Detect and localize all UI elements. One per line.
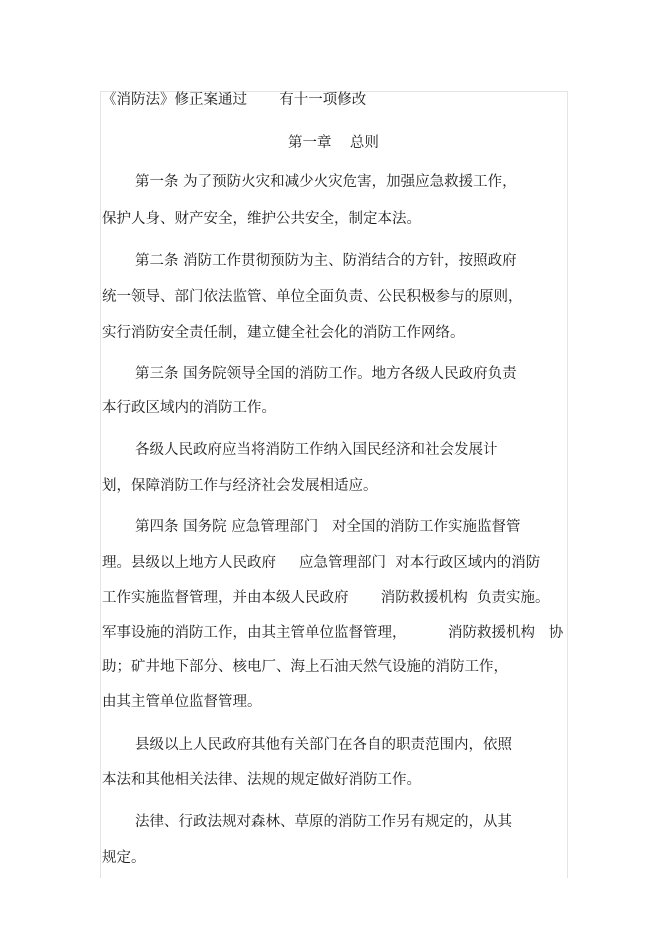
body-line: 工作实施监督管理，并由本级人民政府 消防救援机构 负责实施。	[102, 590, 550, 606]
body-line: 统一领导、部门依法监管、单位全面负责、公民积极参与的原则，	[102, 289, 523, 305]
body-line: 划，保障消防工作与经济社会发展相适应。	[102, 478, 378, 494]
body-line: 军事设施的消防工作，由其主管单位监督管理， 消防救援机构 协	[102, 625, 564, 641]
chapter-heading: 第一章 总则	[288, 135, 379, 151]
body-line: 第一条 为了预防火灾和减少火灾危害，加强应急救援工作，	[135, 174, 517, 190]
body-line: 本法和其他相关法律、法规的规定做好消防工作。	[102, 772, 421, 788]
body-line: 本行政区域内的消防工作。	[102, 400, 276, 416]
body-line: 各级人民政府应当将消防工作纳入国民经济和社会发展计	[135, 442, 498, 458]
body-line: 理。县级以上地方人民政府 应急管理部门 对本行政区域内的消防	[102, 555, 541, 571]
body-line: 第三条 国务院领导全国的消防工作。地方各级人民政府负责	[135, 366, 517, 382]
body-line: 助；矿井地下部分、核电厂、海上石油天然气设施的消防工作，	[102, 659, 508, 675]
body-line: 第四条 国务院 应急管理部门 对全国的消防工作实施监督管	[135, 519, 521, 535]
body-line: 实行消防安全责任制，建立健全社会化的消防工作网络。	[102, 325, 465, 341]
body-line: 法律、行政法规对森林、草原的消防工作另有规定的，从其	[135, 814, 512, 830]
body-line: 县级以上人民政府其他有关部门在各自的职责范围内，依照	[135, 737, 512, 753]
body-line: 保护人身、财产安全，维护公共安全，制定本法。	[102, 211, 421, 227]
document-title: 《消防法》修正案通过 有十一项修改	[102, 92, 367, 108]
body-line: 规定。	[102, 850, 146, 866]
body-line: 第二条 消防工作贯彻预防为主、防消结合的方针，按照政府	[135, 253, 517, 269]
body-line: 由其主管单位监督管理。	[102, 694, 262, 710]
